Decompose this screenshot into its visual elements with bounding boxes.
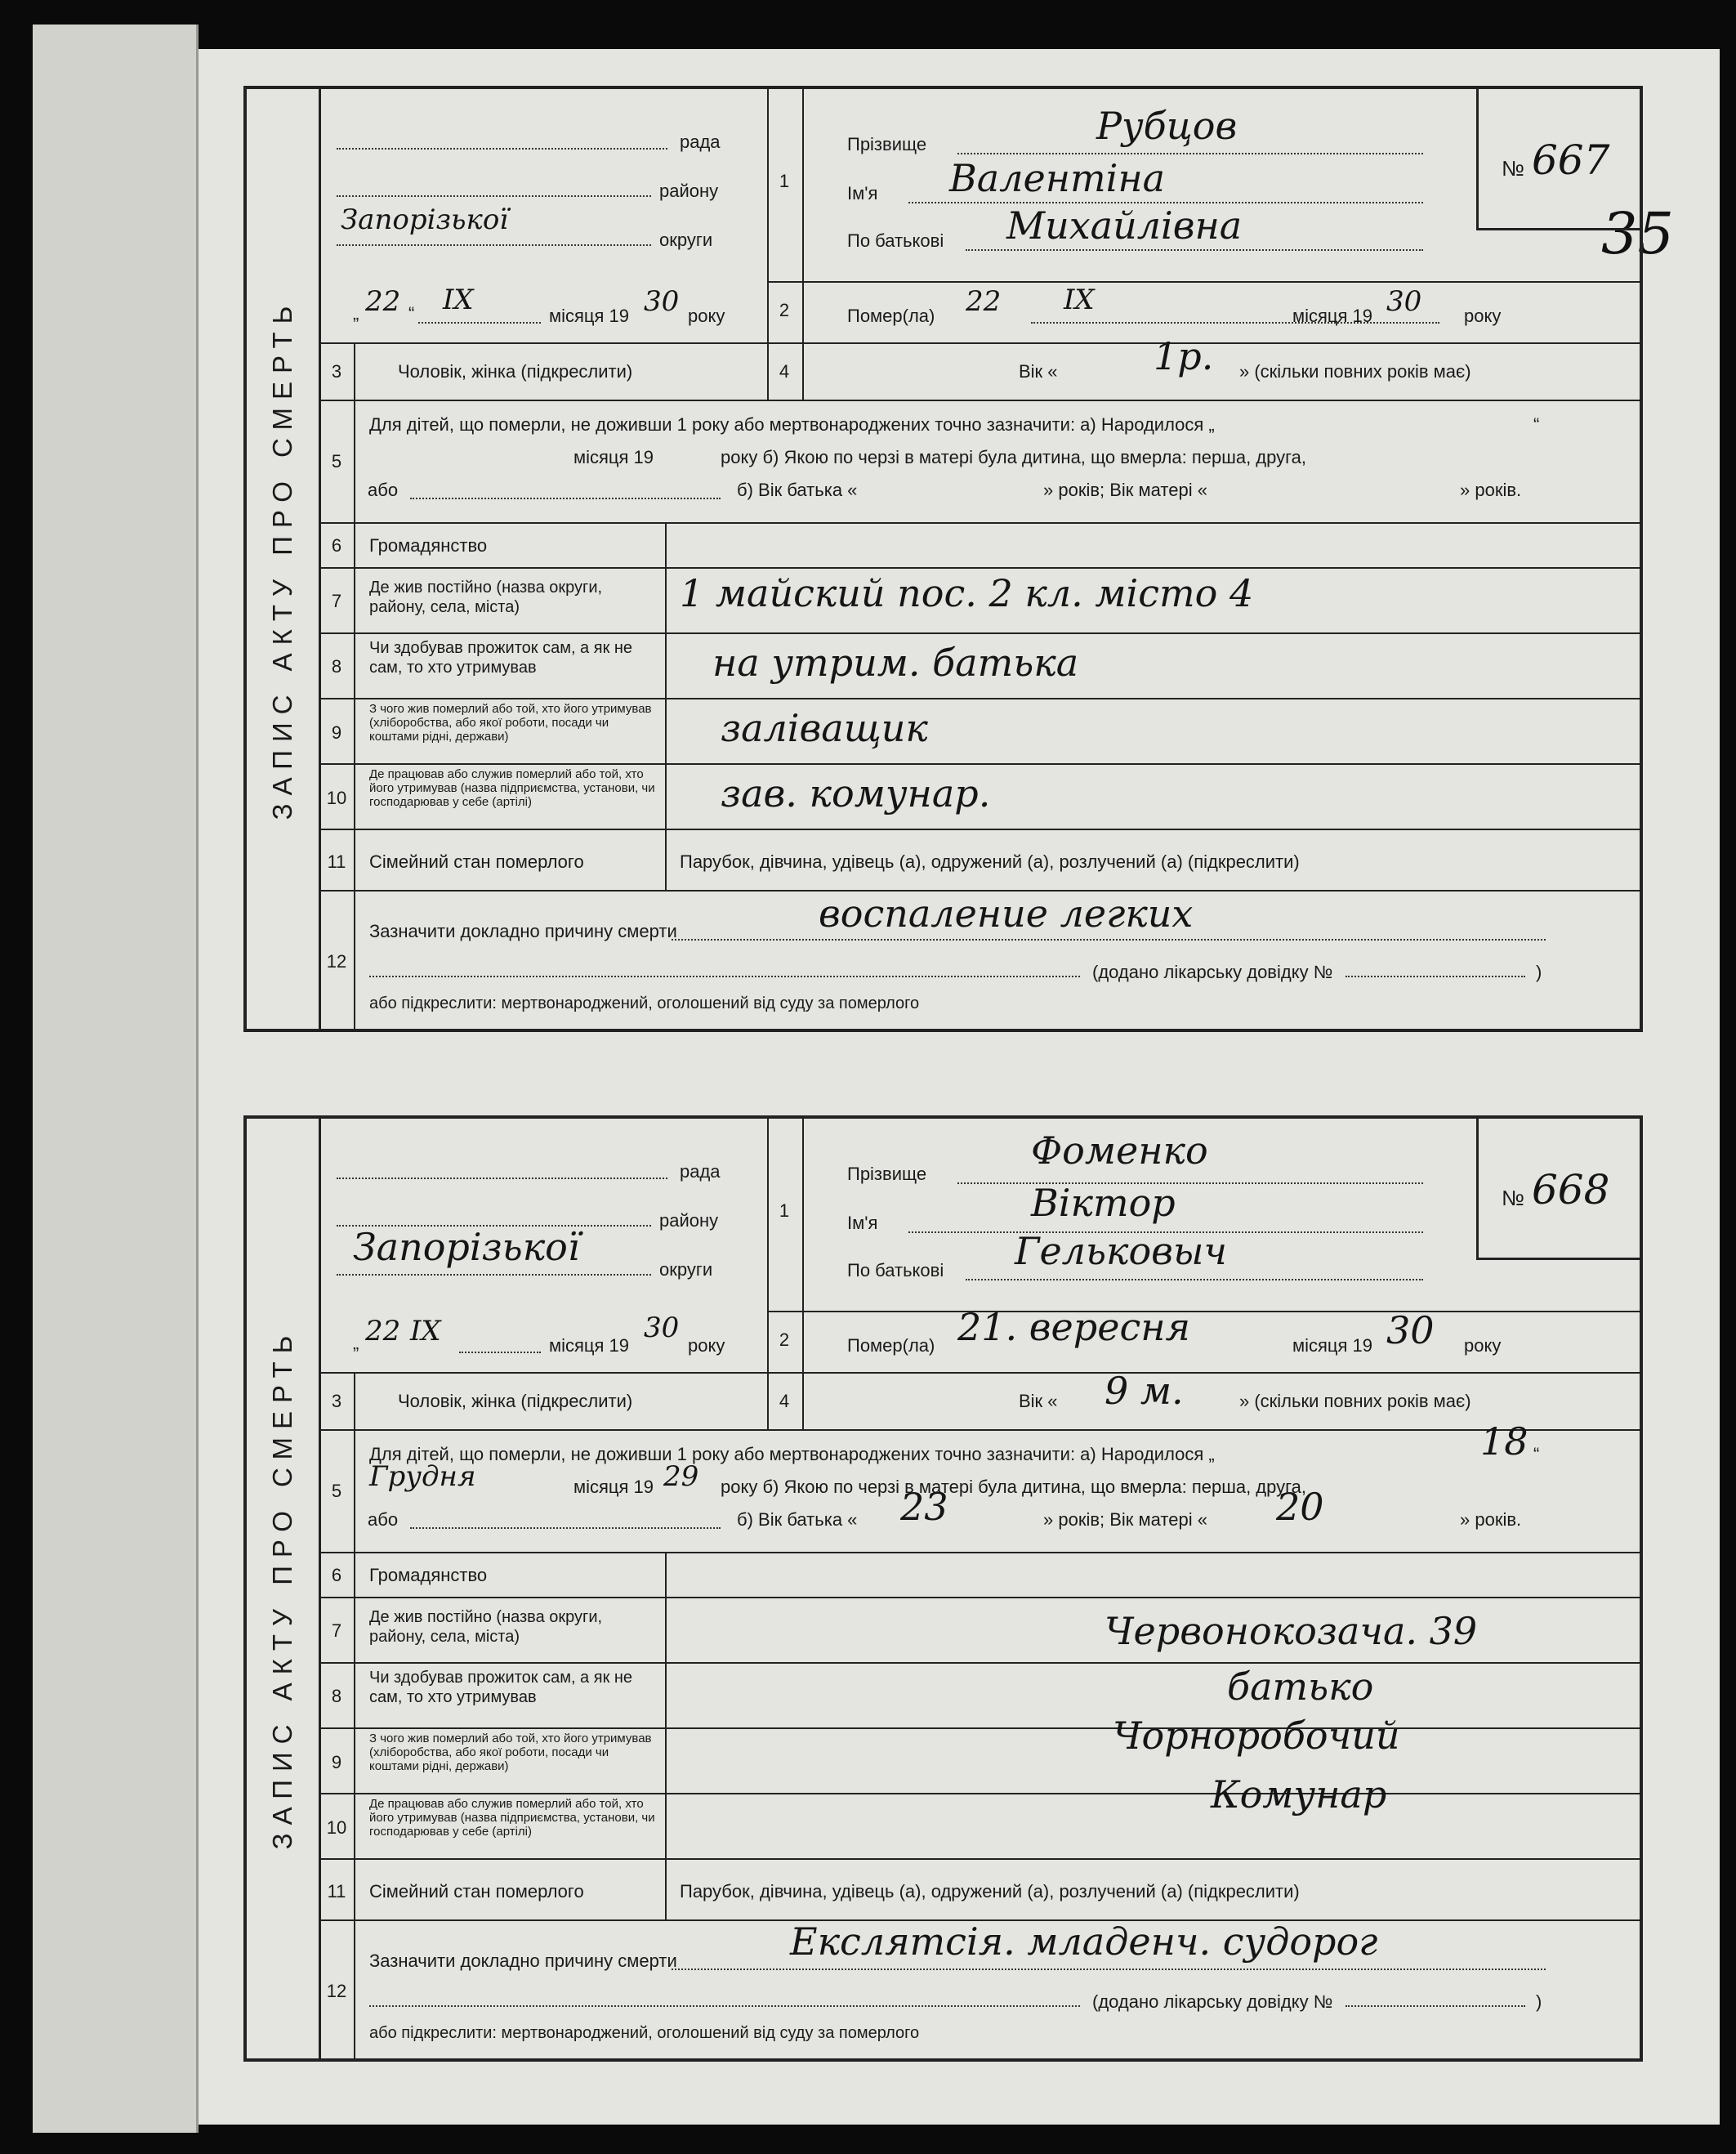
surname-value: Рубцов [1096,104,1238,148]
record-number-box: № 667 [1476,89,1642,230]
reg-month: IX [443,284,474,316]
record-side-title: ЗАПИС АКТУ ПРО СМЕРТЬ [247,1119,321,2058]
death-record-2: ЗАПИС АКТУ ПРО СМЕРТЬ № 668 рада району Запорізької округи „ 22 IX місяця 19 30 року 1 2 Прізвище Фоменко Ім'я Віктор По батькові Гельковыч Помер(ла) 21. вересня місяця 19 30 року 3 Чоловік, жінка (підкреслити) 4 Вік « 9 м. » (скільки повних років має) 5 Для дітей, що померли, не доживши 1 року або мертвонароджених точно зазначити: а) Народилося „ 18 “ Грудня місяця 19 29 року б) Якою по черзі в матері була дитина, що вмерла: перша, друга, або б) Вік батька « 23 » років; Вік матері « 20 » років. 6 Громадянство 7 Де жив постійно (назва округи, району, села, міста) Червонокозача. 39 8 Чи здобував прожиток сам, а як не сам, то хто утримував батько 9 З чого жив померлий або той, хто його утримував (хліборобства, або якої роботи, посади чи коштами рідні, держави) Чорноробочий 10 Де працював або служив померлий або той, хто його утримував (назва підприємства, установи, чи господарював у себе (артілі) Комунар 11 Сімейний стан померлого Парубок, дівчина, удівець (а), одружений (а), розлучений (а) (підкреслити) 12 Зазначити докладно причину смерти Екслятсія. младенч. судорог (додано лікарську довідку № ) або підкреслити: мертвонароджений, оголошений від суду за померлого [243,1115,1643,2062]
income-value: Чорноробочий [1113,1714,1400,1758]
died-day: 21. вересня [957,1305,1190,1349]
cause-value: воспаление легких [819,892,1194,936]
born-year: 29 [663,1460,699,1493]
residence-value: 1 майский пос. 2 кл. місто 4 [680,571,1254,615]
surname-value: Фоменко [1031,1128,1208,1173]
record-number: 668 [1532,1166,1610,1213]
patronymic-value: Михайлівна [1006,203,1243,248]
mother-age: 20 [1276,1485,1324,1529]
record-side-title: ЗАПИС АКТУ ПРО СМЕРТЬ [247,89,321,1029]
reg-month: IX [410,1315,441,1347]
okruha-value: Запорізької [353,1225,580,1269]
reg-year: 30 [644,1312,680,1344]
died-year: 30 [1386,1308,1435,1352]
reg-day: 22 [365,1315,401,1347]
name-value: Віктор [1031,1181,1176,1225]
died-month: IX [1064,284,1095,316]
reg-year: 30 [644,285,680,318]
binding-strip [33,25,199,2133]
residence-value: Червонокозача. 39 [1105,1609,1478,1653]
workplace-value: зав. комунар. [721,771,991,816]
age-value: 1р. [1154,334,1214,378]
father-age: 23 [900,1485,948,1529]
died-year: 30 [1386,285,1422,318]
patronymic-value: Гельковыч [1015,1229,1228,1273]
workplace-value: Комунар [1211,1772,1387,1817]
livelihood-value: на утрим. батька [712,641,1079,685]
record-number-box: № 668 [1476,1119,1642,1260]
born-day: 18 [1480,1419,1528,1464]
cause-value: Екслятсія. младенч. судорог [790,1919,1378,1964]
livelihood-value: батько [1227,1665,1374,1709]
died-day: 22 [966,285,1002,318]
name-value: Валентіна [949,156,1166,200]
born-month: Грудня [369,1460,476,1493]
age-value: 9 м. [1105,1369,1184,1413]
margin-mark: 35 [1601,200,1675,267]
death-record-1: ЗАПИС АКТУ ПРО СМЕРТЬ № 667 рада району Запорізької округи „ 22 “ IX місяця 19 30 року 1 2 Прізвище Рубцов Ім'я Валентіна По батькові Михайлівна Помер(ла) 22 IX місяця 19 30 року 3 Чоловік, жінка (підкреслити) 4 Вік « 1р. » (скільки повних років має) 5 Для дітей, що померли, не доживши 1 року або мертвонароджених точно зазначити: а) Народилося „ “ місяця 19 року б) Якою по черзі в матері була дитина, що вмерла: перша, друга, або б) Вік батька « » років; Вік матері « » років. 6 Громадянство 7 Де жив постійно (назва округи, району, села, міста) 1 майский пос. 2 кл. місто 4 8 Чи здобував прожиток сам, а як не сам, то хто утримував на утрим. батька 9 З чого жив померлий або той, хто його утримував (хліборобства, або якої роботи, посади чи коштами рідні, держави) заліващик 10 Де працював або служив померлий або той, хто його утримував (назва підприємства, установи, чи господарював у себе (артілі) зав. комунар. 11 Сімейний стан померлого Парубок, дівчина, удівець (а), одружений (а), розлучений (а) (підкреслити) 12 Зазначити докладно причину смерти воспаление легких (додано лікарську довідку № ) або підкреслити: мертвонароджений, оголошений від суду за померлого [243,86,1643,1032]
income-value: заліващик [721,706,928,750]
reg-day: 22 [365,285,401,318]
okruha-value: Запорізької [341,203,509,236]
record-number: 667 [1532,136,1610,184]
